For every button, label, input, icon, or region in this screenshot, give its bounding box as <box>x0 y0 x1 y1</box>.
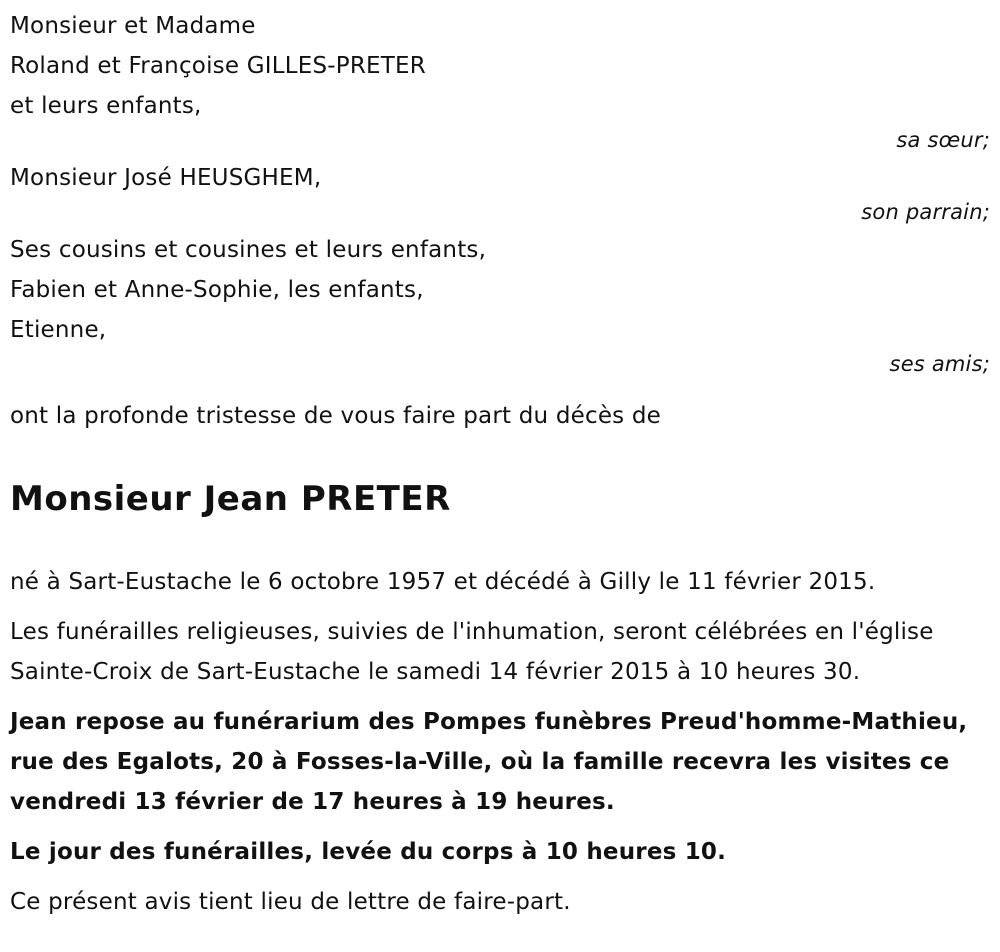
departure-text: Le jour des funérailles, levée du corps à 10 heures 10. <box>10 839 727 865</box>
family-line: Roland et Françoise GILLES-PRETER <box>10 53 426 79</box>
family-group-friends <box>10 230 990 378</box>
closing-text: Ce présent avis tient lieu de lettre de faire-part. <box>10 889 571 915</box>
visitation-text: Jean repose au funérarium des Pompes funèbres Preud'homme-Mathieu, rue des Egalots, 20 à Fosses-la-Ville, où la famille recevra les visites ce vendredi 13 février de 17 heures à 19 heures. <box>10 709 968 815</box>
family-line: et leurs enfants, <box>10 93 202 119</box>
family-line: Monsieur José HEUSGHEM, <box>10 165 322 191</box>
family-line: Etienne, <box>10 317 107 343</box>
funeral-text: Les funérailles religieuses, suivies de l'inhumation, seront célébrées en l'église Sainte-Croix de Sart-Eustache le samedi 14 février 2015 à 10 heures 30. <box>10 619 934 685</box>
family-group-sister <box>10 6 990 154</box>
family-line: Fabien et Anne-Sophie, les enfants, <box>10 277 424 303</box>
relation-label: sa sœur; <box>896 128 990 152</box>
family-group-godfather <box>10 158 990 226</box>
birth-death-text: né à Sart-Eustache le 6 octobre 1957 et décédé à Gilly le 11 février 2015. <box>10 569 876 595</box>
relation-label: ses amis; <box>889 352 990 376</box>
intro-text: ont la profonde tristesse de vous faire part du décès de <box>10 403 662 429</box>
family-line: Ses cousins et cousines et leurs enfants, <box>10 237 487 263</box>
family-line: Monsieur et Madame <box>10 13 256 39</box>
deceased-name: Monsieur Jean PRETER <box>10 479 451 519</box>
relation-label: son parrain; <box>861 200 990 224</box>
